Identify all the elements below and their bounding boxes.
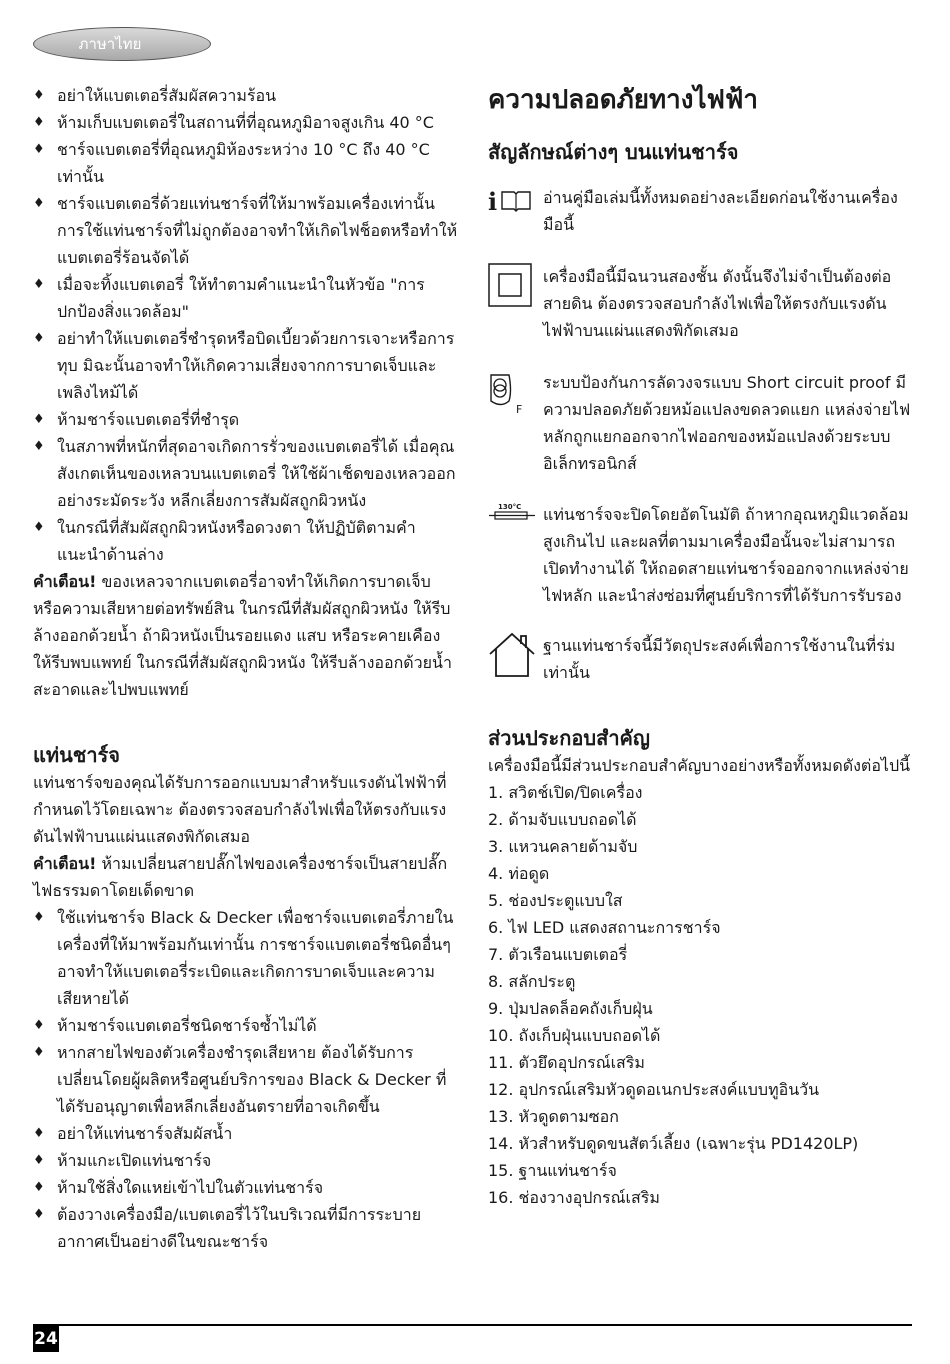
symbol-description: ระบบป้องกันการลัดวงจรแบบ Short circuit proof มีความปลอดภัยด้วยหม้อแปลงขดลวดแยก แหล่งจ่ายไฟหลักถูกแยกออกจากไฟออกของหม้อแปลงด้วยระบบอิเล็กทรอนิกส์: [543, 373, 911, 473]
page-number: 24: [33, 1326, 59, 1352]
warning-text: ห้ามเปลี่ยนสายปลั๊กไฟของเครื่องชาร์จเป็นสายปลั๊กไฟธรรมดาโดยเด็ดขาด: [33, 854, 448, 900]
left-column: [33, 82, 458, 1255]
svg-text:i: i: [488, 188, 498, 214]
symbol-row: [488, 263, 913, 344]
list-item: 16. ช่องวางอุปกรณ์เสริม: [488, 1188, 660, 1207]
double-insulation-icon: [488, 263, 532, 309]
list-item: ♦ ห้ามแกะเปิดแท่นชาร์จ: [33, 1147, 458, 1174]
symbol-row: [488, 369, 913, 477]
warning-label: คำเตือน!: [33, 572, 97, 591]
symbol-description: แท่นชาร์จจะปิดโดยอัตโนมัติ ถ้าหากอุณหภูมิแวดล้อมสูงเกินไป และผลที่ตามมาเครื่องมือนั้นจะไม่สามารถเปิดทำงานได้ ให้ถอดสายแท่นชาร์จออกจากแหล่งจ่ายไฟหลัก และนำส่งซ่อมที่ศูนย์บริการที่ได้รับการรับรอง: [543, 505, 909, 605]
symbol-description: เครื่องมือนี้มีฉนวนสองชั้น ดังนั้นจึงไม่จำเป็นต้องต่อสายดิน ต้องตรวจสอบกำลังไฟเพื่อให้ตรงกับแรงดันไฟฟ้าบนแผ่นแสดงพิกัดเสมอ: [543, 267, 892, 340]
list-item: 5. ช่องประตูแบบใส: [488, 891, 623, 910]
list-item: ♦ อย่าให้แท่นชาร์จสัมผัสน้ำ: [33, 1120, 458, 1147]
list-item: 7. ตัวเรือนแบตเตอรี่: [488, 945, 628, 964]
list-item: 14. หัวสำหรับดูดขนสัตว์เลี้ยง (เฉพาะรุ่น PD1420LP): [488, 1134, 859, 1153]
list-item: 1. สวิตช์เปิด/ปิดเครื่อง: [488, 783, 643, 802]
warning-label: คำเตือน!: [33, 854, 97, 873]
list-item: 12. อุปกรณ์เสริมหัวดูดอเนกประสงค์แบบทูอินวัน: [488, 1080, 820, 1099]
read-manual-icon: [488, 188, 532, 214]
list-item: 10. ถังเก็บฝุ่นแบบถอดได้: [488, 1026, 661, 1045]
list-item: ♦ ชาร์จแบตเตอรี่ที่อุณหภูมิห้องระหว่าง 10 °C ถึง 40 °C เท่านั้น: [33, 136, 458, 190]
footer-rule: [33, 1324, 912, 1326]
indoor-use-house-icon: [488, 632, 536, 678]
list-item: ♦ ห้ามชาร์จแบตเตอรี่ชนิดชาร์จซ้ำไม่ได้: [33, 1012, 458, 1039]
electrical-safety-heading: ความปลอดภัยทางไฟฟ้า: [488, 85, 758, 115]
list-item: ♦ ในกรณีที่สัมผัสถูกผิวหนังหรือดวงตา ให้ปฏิบัติตามคำแนะนำด้านล่าง: [33, 514, 458, 568]
list-item: 13. หัวดูดตามซอก: [488, 1107, 619, 1126]
language-tab: ภาษาไทย: [33, 27, 211, 61]
symbol-description: อ่านคู่มือเล่มนี้ทั้งหมดอย่างละเอียดก่อนใช้งานเครื่องมือนี้: [543, 188, 898, 234]
list-item: ♦ อย่าทำให้แบตเตอรี่ชำรุดหรือบิดเบี้ยวด้วยการเจาะหรือการทุบ มิฉะนั้นอาจทำให้เกิดความเสี่ยงจากการบาดเจ็บและเพลิงไหม้ได้: [33, 325, 458, 406]
plug-warning: [33, 850, 458, 904]
battery-safety-list: [33, 82, 458, 568]
list-item: ♦ อย่าให้แบตเตอรี่สัมผัสความร้อน: [33, 82, 458, 109]
list-item: 6. ไฟ LED แสดงสถานะการชาร์จ: [488, 918, 721, 937]
main-parts-heading: ส่วนประกอบสำคัญ: [488, 726, 650, 750]
list-item: ♦ ต้องวางเครื่องมือ/แบตเตอรี่ไว้ในบริเวณที่มีการระบายอากาศเป็นอย่างดีในขณะชาร์จ: [33, 1201, 458, 1255]
symbol-row: [488, 632, 913, 686]
list-item: 9. ปุ่มปลดล็อคถังเก็บฝุ่น: [488, 999, 653, 1018]
list-item: 15. ฐานแท่นชาร์จ: [488, 1161, 617, 1180]
symbol-row: [488, 184, 913, 238]
list-item: ♦ หากสายไฟของตัวเครื่องชำรุดเสียหาย ต้องได้รับการเปลี่ยนโดยผู้ผลิตหรือศูนย์บริการของ Black & Decker ที่ได้รับอนุญาตเพื่อหลีกเลี่ยงอันตรายที่อาจเกิดขึ้น: [33, 1039, 458, 1120]
list-item: ♦ ห้ามเก็บแบตเตอรี่ในสถานที่ที่อุณหภูมิอาจสูงเกิน 40 °C: [33, 109, 458, 136]
parts-list: [488, 779, 913, 1211]
f-label: F: [516, 403, 523, 415]
charger-symbols-heading: สัญลักษณ์ต่างๆ บนแท่นชาร์จ: [488, 140, 739, 164]
list-item: 4. ท่อดูด: [488, 864, 550, 883]
thermal-fuse-icon: [488, 501, 536, 523]
list-item: ♦ เมื่อจะทิ้งแบตเตอรี่ ให้ทำตามคำแนะนำในหัวข้อ "การปกป้องสิ่งแวดล้อม": [33, 271, 458, 325]
list-item: 8. สลักประตู: [488, 972, 576, 991]
list-item: ♦ ห้ามชาร์จแบตเตอรี่ที่ชำรุด: [33, 406, 458, 433]
list-item: 11. ตัวยึดอุปกรณ์เสริม: [488, 1053, 645, 1072]
list-item: ♦ ในสภาพที่หนักที่สุดอาจเกิดการรั่วของแบตเตอรี่ได้ เมื่อคุณสังเกตเห็นของเหลวบนแบตเตอรี่ ให้ใช้ผ้าเช็ดของเหลวออกอย่างระมัดระวัง หลีกเลี่ยงการสัมผัสถูกผิวหนัง: [33, 433, 458, 514]
list-item: ♦ ห้ามใช้สิ่งใดแหย่เข้าไปในตัวแท่นชาร์จ: [33, 1174, 458, 1201]
charger-heading: แท่นชาร์จ: [33, 743, 121, 767]
list-item: ♦ ใช้แท่นชาร์จ Black & Decker เพื่อชาร์จแบตเตอรี่ภายในเครื่องที่ให้มาพร้อมกันเท่านั้น การชาร์จแบตเตอรี่ชนิดอื่นๆ อาจทำให้แบตเตอรี่ระเบิดและเกิดการบาดเจ็บและความเสียหายได้: [33, 904, 458, 1012]
charger-safety-list: [33, 904, 458, 1255]
charger-intro: แท่นชาร์จของคุณได้รับการออกแบบมาสำหรับแรงดันไฟฟ้าที่กำหนดไว้โดยเฉพาะ ต้องตรวจสอบกำลังไฟเพื่อให้ตรงกับแรงดันไฟฟ้าบนแผ่นแสดงพิกัดเสมอ: [33, 773, 447, 846]
list-item: 2. ด้ามจับแบบถอดได้: [488, 810, 637, 829]
list-item: ♦ ชาร์จแบตเตอรี่ด้วยแท่นชาร์จที่ให้มาพร้อมเครื่องเท่านั้น การใช้แท่นชาร์จที่ไม่ถูกต้องอาจทำให้เกิดไฟช็อตหรือทำให้แบตเตอรี่ร้อนจัดได้: [33, 190, 458, 271]
symbol-description: ฐานแท่นชาร์จนี้มีวัตถุประสงค์เพื่อการใช้งานในที่ร่มเท่านั้น: [543, 636, 896, 682]
symbol-row: [488, 501, 913, 609]
parts-intro: เครื่องมือนี้มีส่วนประกอบสำคัญบางอย่างหรือทั้งหมดดังต่อไปนี้: [488, 756, 911, 775]
short-circuit-proof-transformer-icon: [488, 371, 536, 415]
list-item: 3. แหวนคลายด้ามจับ: [488, 837, 638, 856]
right-column: [488, 82, 913, 1211]
thermal-label: 130°C: [498, 503, 522, 511]
battery-leak-warning: [33, 568, 458, 703]
warning-text: ของเหลวจากแบตเตอรี่อาจทำให้เกิดการบาดเจ็บหรือความเสียหายต่อทรัพย์สิน ในกรณีที่สัมผัสถูกผิวหนัง ให้รีบล้างออกด้วยน้ำ ถ้าผิวหนังเป็นรอยแดง แสบ หรือระคายเคือง ให้รีบพบแพทย์ ในกรณีที่สัมผัสถูกผิวหนัง ให้รีบล้างออกด้วยน้ำสะอาดและไปพบแพทย์: [33, 572, 452, 699]
